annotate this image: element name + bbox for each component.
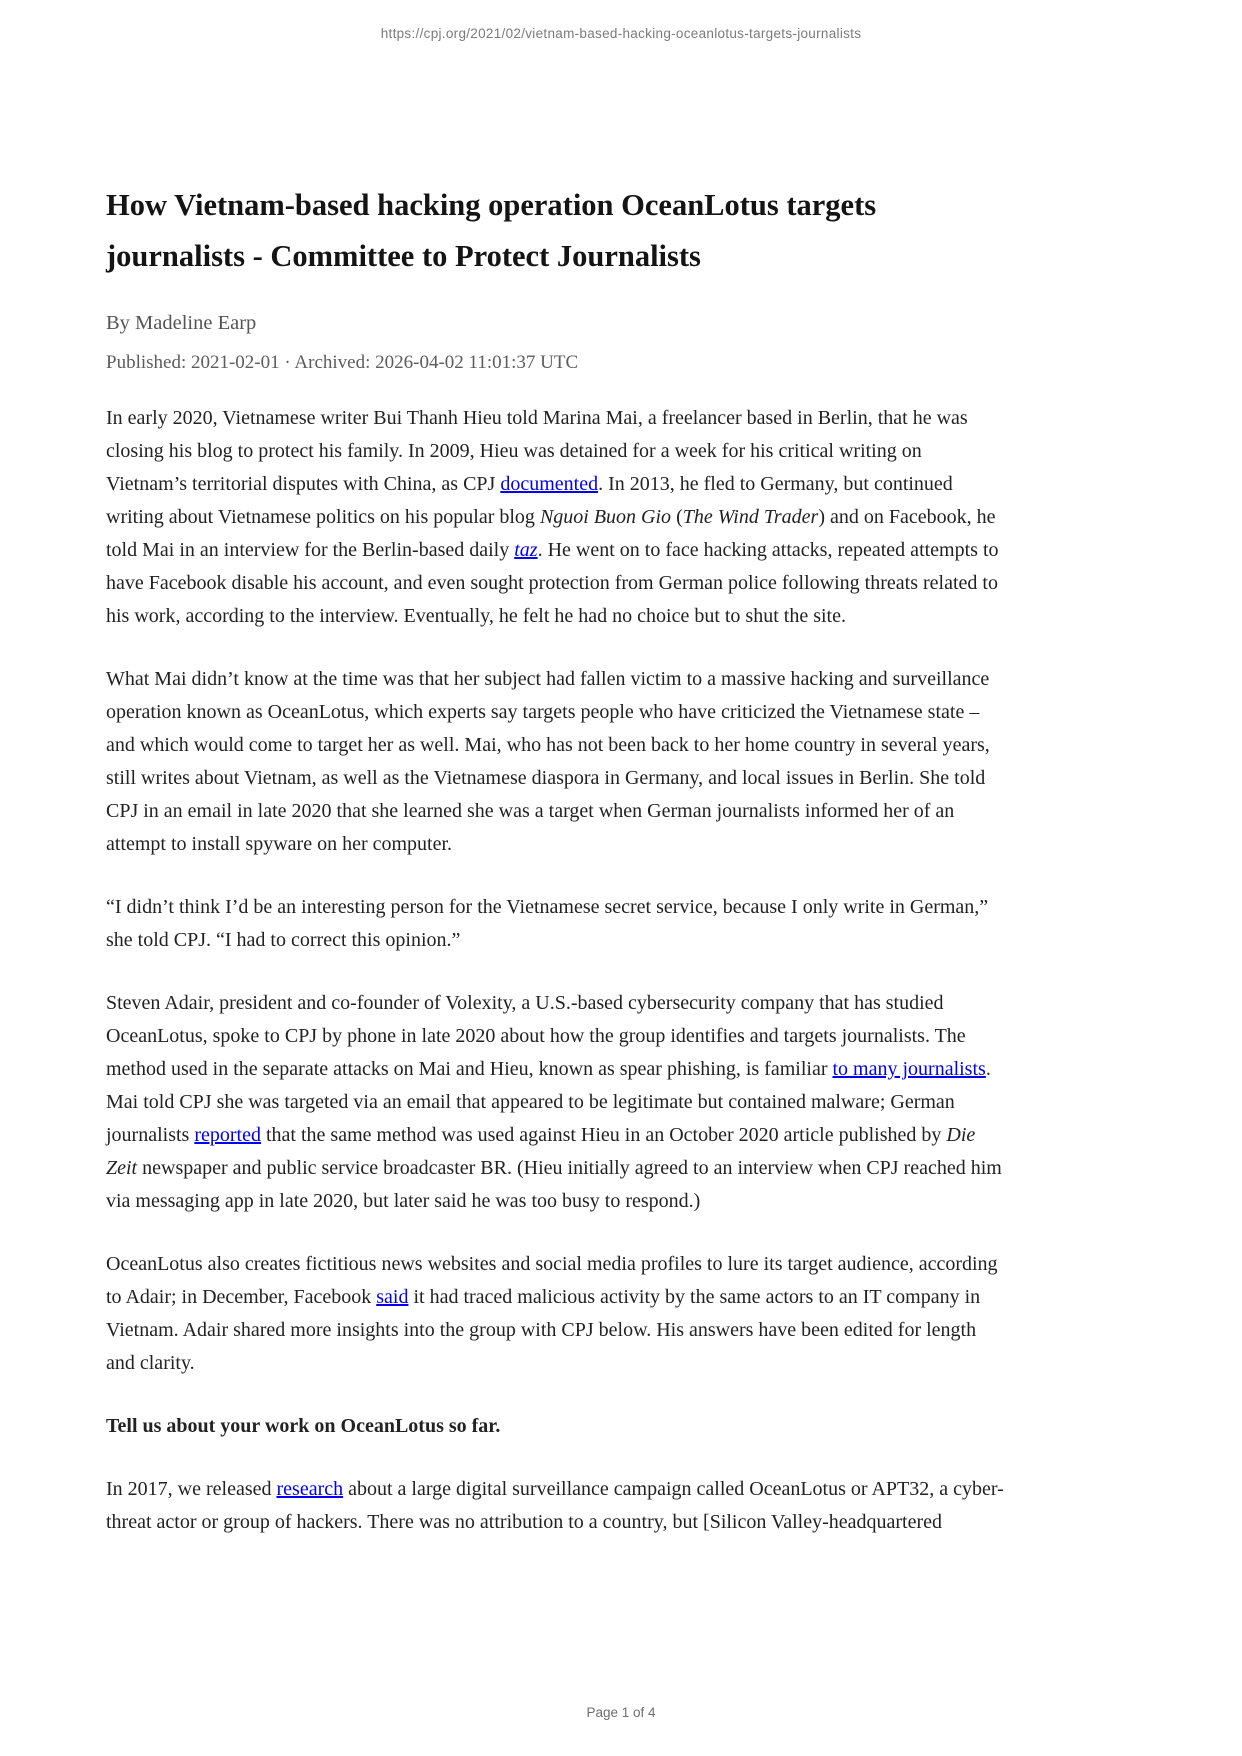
text-segment: Nguoi Buon Gio bbox=[539, 506, 672, 528]
inline-link[interactable]: reported bbox=[194, 1124, 261, 1146]
text-segment: . In 2013, he fled to Germany, but continued writing about Vietnamese politics on his popular blog bbox=[106, 473, 953, 528]
text-segment: ( bbox=[671, 506, 683, 528]
text-segment: about a large digital surveillance campaign called OceanLotus or APT32, a cyber-threat actor or group of hackers. There was no attribution to a country, but [Silicon Valley-headquartered bbox=[106, 1478, 1004, 1533]
text-segment: newspaper and public service broadcaster BR. (Hieu initially agreed to an interview when CPJ reached him via messaging app in late 2020, but later said he was too busy to respond.) bbox=[106, 1157, 1002, 1212]
text-segment: . He went on to face hacking attacks, repeated attempts to have Facebook disable his account, and even sought protection from German police following threats related to his work, according to the interview. Eventually, he felt he had no choice but to shut the site. bbox=[106, 539, 999, 627]
published-archived-meta: Published: 2021-02-01 · Archived: 2026-04-02 11:01:37 UTC bbox=[106, 352, 579, 373]
paragraph bbox=[106, 987, 1006, 1218]
text-segment: The Wind Trader bbox=[682, 506, 819, 528]
paragraph bbox=[106, 402, 1006, 633]
page-number-footer: Page 1 of 4 bbox=[586, 1705, 656, 1720]
text-segment: In early 2020, Vietnamese writer Bui Thanh Hieu told Marina Mai, a freelancer based in Berlin, that he was closing his blog to protect his family. In 2009, Hieu was detained for a week for his critical writing on Vietnam’s territorial disputes with China, as CPJ bbox=[106, 407, 968, 495]
text-segment: . Mai told CPJ she was targeted via an email that appeared to be legitimate but contained malware; German journalists bbox=[106, 1058, 991, 1146]
text-segment: OceanLotus also creates fictitious news websites and social media profiles to lure its target audience, according to Adair; in December, Facebook bbox=[106, 1253, 998, 1308]
paragraph bbox=[106, 1248, 1006, 1380]
page-title: How Vietnam-based hacking operation OceanLotus targets journalists - Committee to Protect Journalists bbox=[106, 188, 877, 273]
paragraph bbox=[106, 663, 1006, 861]
text-segment: that the same method was used against Hieu in an October 2020 article published by bbox=[260, 1124, 947, 1146]
text-segment: it had traced malicious activity by the same actors to an IT company in Vietnam. Adair shared more insights into the group with CPJ below. His answers have been edited for length and clarity. bbox=[106, 1286, 981, 1374]
inline-link[interactable]: taz bbox=[514, 539, 538, 561]
article-page bbox=[106, 0, 1006, 1569]
paragraph bbox=[106, 891, 1006, 957]
inline-link[interactable]: documented bbox=[500, 473, 599, 495]
text-segment: In 2017, we released bbox=[106, 1478, 277, 1500]
inline-link[interactable]: research bbox=[276, 1478, 344, 1500]
text-segment: What Mai didn’t know at the time was that her subject had fallen victim to a massive hacking and surveillance operation known as OceanLotus, which experts say targets people who have criticized the Vietnamese state – and which would come to target her as well. Mai, who has not been back to her home country in several years, still writes about Vietnam, as well as the Vietnamese diaspora in Germany, and local issues in Berlin. She told CPJ in an email in late 2020 that she learned she was a target when German journalists informed her of an attempt to install spyware on her computer. bbox=[106, 668, 990, 855]
paragraph bbox=[106, 1473, 1006, 1539]
text-segment: Die Zeit bbox=[106, 1124, 976, 1179]
article-body bbox=[106, 402, 1006, 1539]
inline-link[interactable]: to many journalists bbox=[832, 1058, 986, 1080]
text-segment: Tell us about your work on OceanLotus so far. bbox=[106, 1415, 501, 1437]
text-segment: Steven Adair, president and co-founder of Volexity, a U.S.-based cybersecurity company that has studied OceanLotus, spoke to CPJ by phone in late 2020 about how the group identifies and targets journalists. The method used in the separate attacks on Mai and Hieu, known as spear phishing, is familiar bbox=[106, 992, 966, 1080]
text-segment: ) and on Facebook, he told Mai in an interview for the Berlin-based daily bbox=[106, 506, 996, 561]
print-header-url: https://cpj.org/2021/02/vietnam-based-hacking-oceanlotus-targets-journalists bbox=[380, 26, 862, 41]
inline-link[interactable]: said bbox=[376, 1286, 409, 1308]
byline: By Madeline Earp bbox=[106, 312, 257, 334]
section-heading bbox=[106, 1410, 1006, 1443]
text-segment: “I didn’t think I’d be an interesting person for the Vietnamese secret service, because I only write in German,” she told CPJ. “I had to correct this opinion.” bbox=[106, 896, 989, 951]
